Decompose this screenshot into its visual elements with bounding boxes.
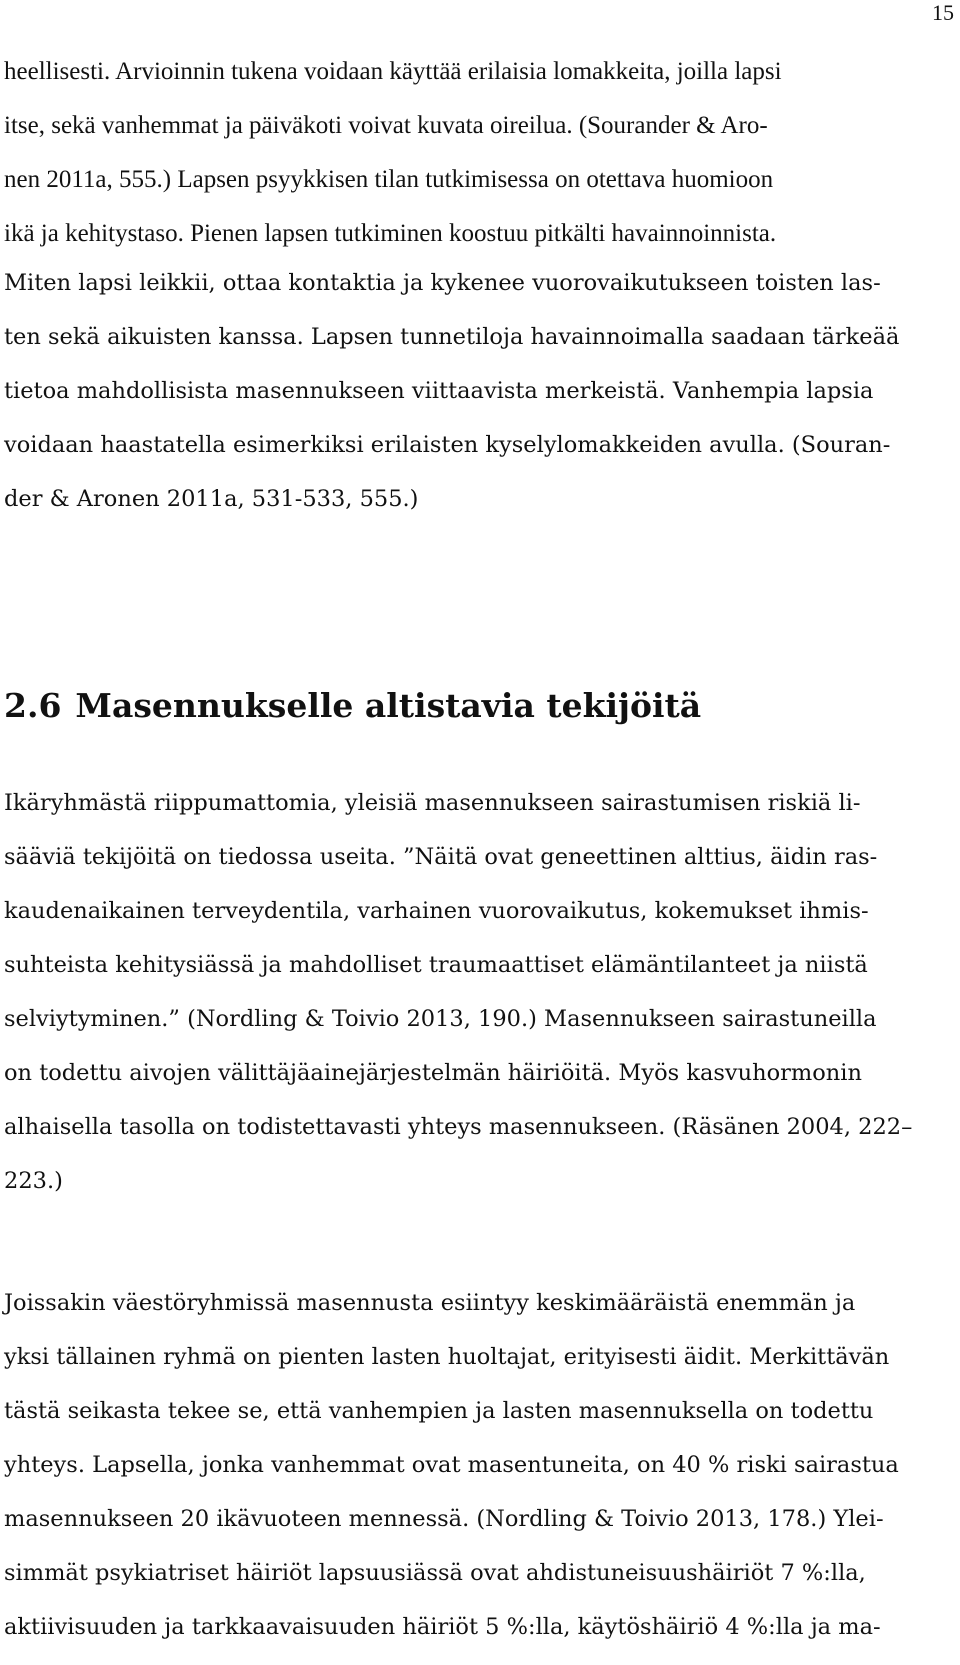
section-heading [4,686,701,725]
text-line: yksi tällainen ryhmä on pienten lasten huoltajat, erityisesti äidit. Merkittävän [4,1344,890,1370]
text-line: ten sekä aikuisten kanssa. Lapsen tunnetiloja havainnoimalla saadaan tärkeää [4,324,900,350]
text-line: sääviä tekijöitä on tiedossa useita. ”Näitä ovat geneettinen alttius, äidin ras- [4,844,878,870]
text-line: aktiivisuuden ja tarkkaavaisuuden häiriöt 5 %:lla, käytöshäiriö 4 %:lla ja ma- [4,1614,881,1640]
text-line: tietoa mahdollisista masennukseen viittaavista merkeistä. Vanhempia lapsia [4,378,874,404]
text-line: heellisesti. Arvioinnin tukena voidaan käyttää erilaisia lomakkeita, joilla lapsi [4,58,782,85]
text-line: kaudenaikainen terveydentila, varhainen vuorovaikutus, kokemukset ihmis- [4,898,869,924]
text-line: 223.) [4,1168,63,1194]
text-line: tästä seikasta tekee se, että vanhempien ja lasten masennuksella on todettu [4,1398,874,1424]
text-line: ikä ja kehitystaso. Pienen lapsen tutkiminen koostuu pitkälti havainnoinnista. [4,220,777,247]
text-line: yhteys. Lapsella, jonka vanhemmat ovat masentuneita, on 40 % riski sairastua [4,1452,899,1478]
section-title: Masennukselle altistavia tekijöitä [75,686,702,725]
text-line: der & Aronen 2011a, 531-533, 555.) [4,486,419,512]
text-line: alhaisella tasolla on todistettavasti yhteys masennukseen. (Räsänen 2004, 222– [4,1114,913,1140]
text-line: suhteista kehitysiässä ja mahdolliset traumaattiset elämäntilanteet ja niistä [4,952,868,978]
text-line: Ikäryhmästä riippumattomia, yleisiä masennukseen sairastumisen riskiä li- [4,790,861,816]
text-line: on todettu aivojen välittäjäainejärjestelmän häiriöitä. Myös kasvuhormonin [4,1060,862,1086]
text-line: Miten lapsi leikkii, ottaa kontaktia ja kykenee vuorovaikutukseen toisten las- [4,270,881,296]
page-number: 15 [932,0,954,25]
text-line: selviytyminen.” (Nordling & Toivio 2013, 190.) Masennukseen sairastuneilla [4,1006,877,1032]
text-line: itse, sekä vanhemmat ja päiväkoti voivat kuvata oireilua. (Sourander & Aro- [4,112,768,139]
text-line: masennukseen 20 ikävuoteen mennessä. (Nordling & Toivio 2013, 178.) Ylei- [4,1506,884,1532]
text-line: simmät psykiatriset häiriöt lapsuusiässä ovat ahdistuneisuushäiriöt 7 %:lla, [4,1560,866,1586]
text-line: Joissakin väestöryhmissä masennusta esiintyy keskimääräistä enemmän ja [4,1290,856,1316]
text-line: voidaan haastatella esimerkiksi erilaisten kyselylomakkeiden avulla. (Souran- [4,432,891,458]
text-line: nen 2011a, 555.) Lapsen psyykkisen tilan tutkimisessa on otettava huomioon [4,166,774,193]
section-number: 2.6 [4,686,62,725]
